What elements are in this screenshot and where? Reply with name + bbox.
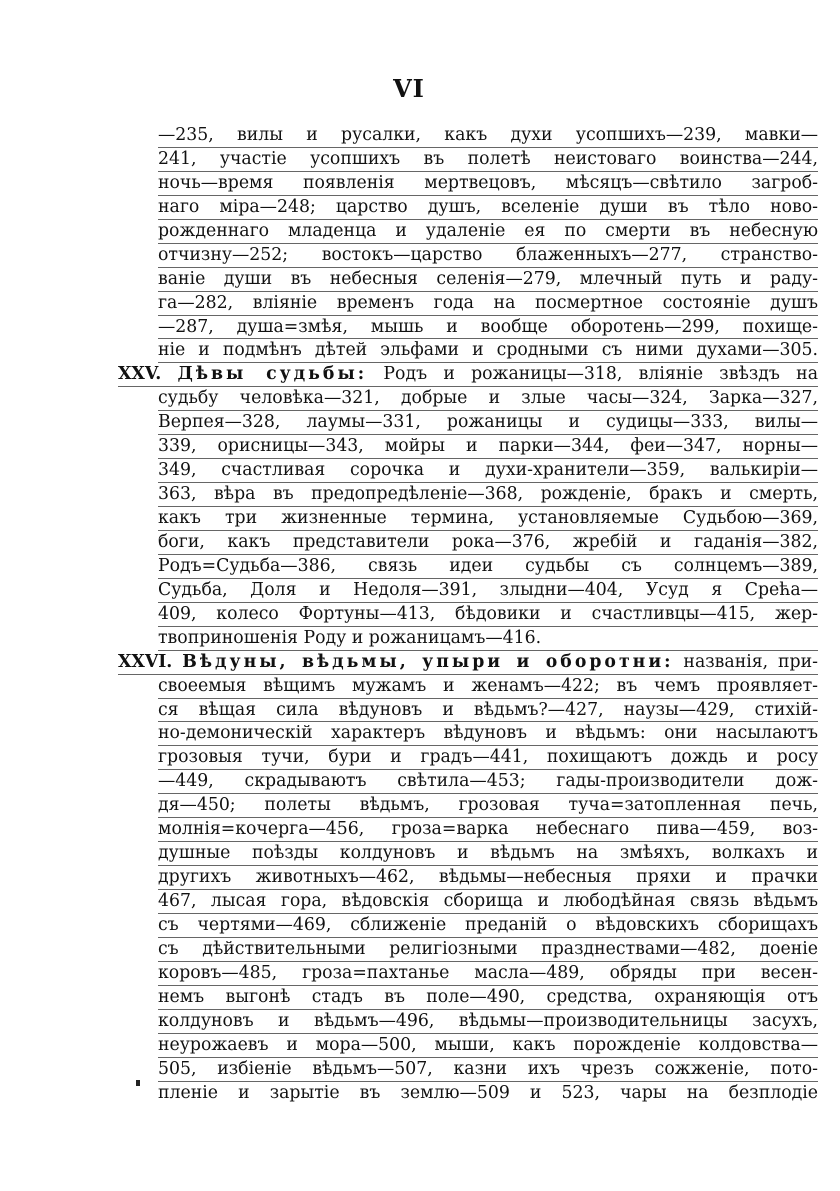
- text-line: ся вѣщая сила вѣдуновъ и вѣдьмъ?—427, наузы—429, стихій-: [158, 699, 818, 723]
- text-line: рожденнаго младенца и удаленіе ея по смерти въ небесную: [158, 220, 818, 244]
- text-line: немъ выгонѣ стадъ въ поле—490, средства, охраняющія отъ: [158, 986, 818, 1010]
- section-numeral: XXVI.: [118, 651, 173, 672]
- text-line: коровъ—485, гроза=пахтанье масла—489, обряды при весен-: [158, 962, 818, 986]
- section-title: Вѣдуны, вѣдьмы, упыри и оборотни:: [182, 651, 674, 672]
- text-line: другихъ животныхъ—462, вѣдьмы—небесныя пряхи и прачки: [158, 866, 818, 890]
- text-line: 349, счастливая сорочка и духи-хранители—359, валькиріи—: [158, 459, 818, 483]
- text-line: —287, душа=змѣя, мышь и вообще оборотень—299, похище-: [158, 316, 818, 340]
- text-line: дя—450; полеты вѣдьмъ, грозовая туча=затопленная печь,: [158, 794, 818, 818]
- text-line: боги, какъ представители рока—376, жребій и гаданія—382,: [158, 531, 818, 555]
- text-line: своеемыя вѣщимъ мужамъ и женамъ—422; въ чемъ проявляет-: [158, 675, 818, 699]
- section-first-entry: названія, при-: [683, 651, 818, 672]
- section-title: Дѣвы судьбы:: [177, 364, 368, 385]
- text-line: Родъ=Судьба—386, связь идеи судьбы съ солнцемъ—389,: [158, 555, 818, 579]
- text-line: 363, вѣра въ предопредѣленіе—368, рожденіе, бракъ и смерть,: [158, 483, 818, 507]
- section-heading-line: [118, 651, 818, 675]
- page-number: VI: [393, 74, 425, 103]
- text-line: га—282, вліяніе временъ года на посмертное состояніе душъ: [158, 292, 818, 316]
- text-line: —449, скрадываютъ свѣтила—453; гады-производители дож-: [158, 770, 818, 794]
- text-line: 467, лысая гора, вѣдовскія сборища и любодѣйная связь вѣдьмъ: [158, 890, 818, 914]
- text-line: твоприношенія Роду и рожаницамъ—416.: [158, 627, 818, 651]
- text-line: молнія=кочерга—456, гроза=варка небеснаго пива—459, воз-: [158, 818, 818, 842]
- text-line: 339, орисницы—343, мойры и парки—344, феи—347, норны—: [158, 435, 818, 459]
- text-line: грозовыя тучи, бури и градъ—441, похищаютъ дождь и росу: [158, 746, 818, 770]
- section-first-entry: Родъ и рожаницы—318, вліяніе звѣздъ на: [383, 364, 818, 385]
- section-numeral: XXV.: [118, 364, 162, 385]
- table-of-contents-text: [118, 124, 818, 1105]
- text-line: душные поѣзды колдуновъ и вѣдьмъ на змѣяхъ, волкахъ и: [158, 842, 818, 866]
- text-line: Судьба, Доля и Недоля—391, злыдни—404, Усуд я Срећа—: [158, 579, 818, 603]
- text-line: съ чертями—469, сближеніе преданій о вѣдовскихъ сборищахъ: [158, 914, 818, 938]
- text-line: ніе и подмѣнъ дѣтей эльфами и сродными съ ними духами—305.: [158, 339, 818, 363]
- text-line: съ дѣйствительными религіозными празднествами—482, доеніе: [158, 938, 818, 962]
- ink-mark: [136, 1080, 140, 1086]
- text-line: судьбу человѣка—321, добрые и злые часы—324, Зарка—327,: [158, 387, 818, 411]
- text-line: наго міра—248; царство душъ, вселеніе души въ тѣло ново-: [158, 196, 818, 220]
- section-heading-line: [118, 363, 818, 387]
- text-line: Верпея—328, лаумы—331, рожаницы и судицы—333, вилы—: [158, 411, 818, 435]
- text-line: неурожаевъ и мора—500, мыши, какъ порожденіе колдовства—: [158, 1034, 818, 1058]
- text-line: но-демоническій характеръ вѣдуновъ и вѣдьмъ: они насылаютъ: [158, 722, 818, 746]
- text-line: —235, вилы и русалки, какъ духи усопшихъ—239, мавки—: [158, 124, 818, 148]
- text-line: 505, избіеніе вѣдьмъ—507, казни ихъ чрезъ сожженіе, пото-: [158, 1058, 818, 1082]
- text-line: 241, участіе усопшихъ въ полетѣ неистоваго воинства—244,: [158, 148, 818, 172]
- text-line: отчизну—252; востокъ—царство блаженныхъ—277, странство-: [158, 244, 818, 268]
- text-line: пленіе и зарытіе въ землю—509 и 523, чары на безплодіе: [158, 1082, 818, 1103]
- text-line: ваніе души въ небесныя селенія—279, млечный путь и раду-: [158, 268, 818, 292]
- text-line: ночь—время появленія мертвецовъ, мѣсяцъ—свѣтило загроб-: [158, 172, 818, 196]
- text-line: 409, колесо Фортуны—413, бѣдовики и счастливцы—415, жер-: [158, 603, 818, 627]
- text-line: колдуновъ и вѣдьмъ—496, вѣдьмы—производительницы засухъ,: [158, 1010, 818, 1034]
- text-line: какъ три жизненные термина, установляемые Судьбою—369,: [158, 507, 818, 531]
